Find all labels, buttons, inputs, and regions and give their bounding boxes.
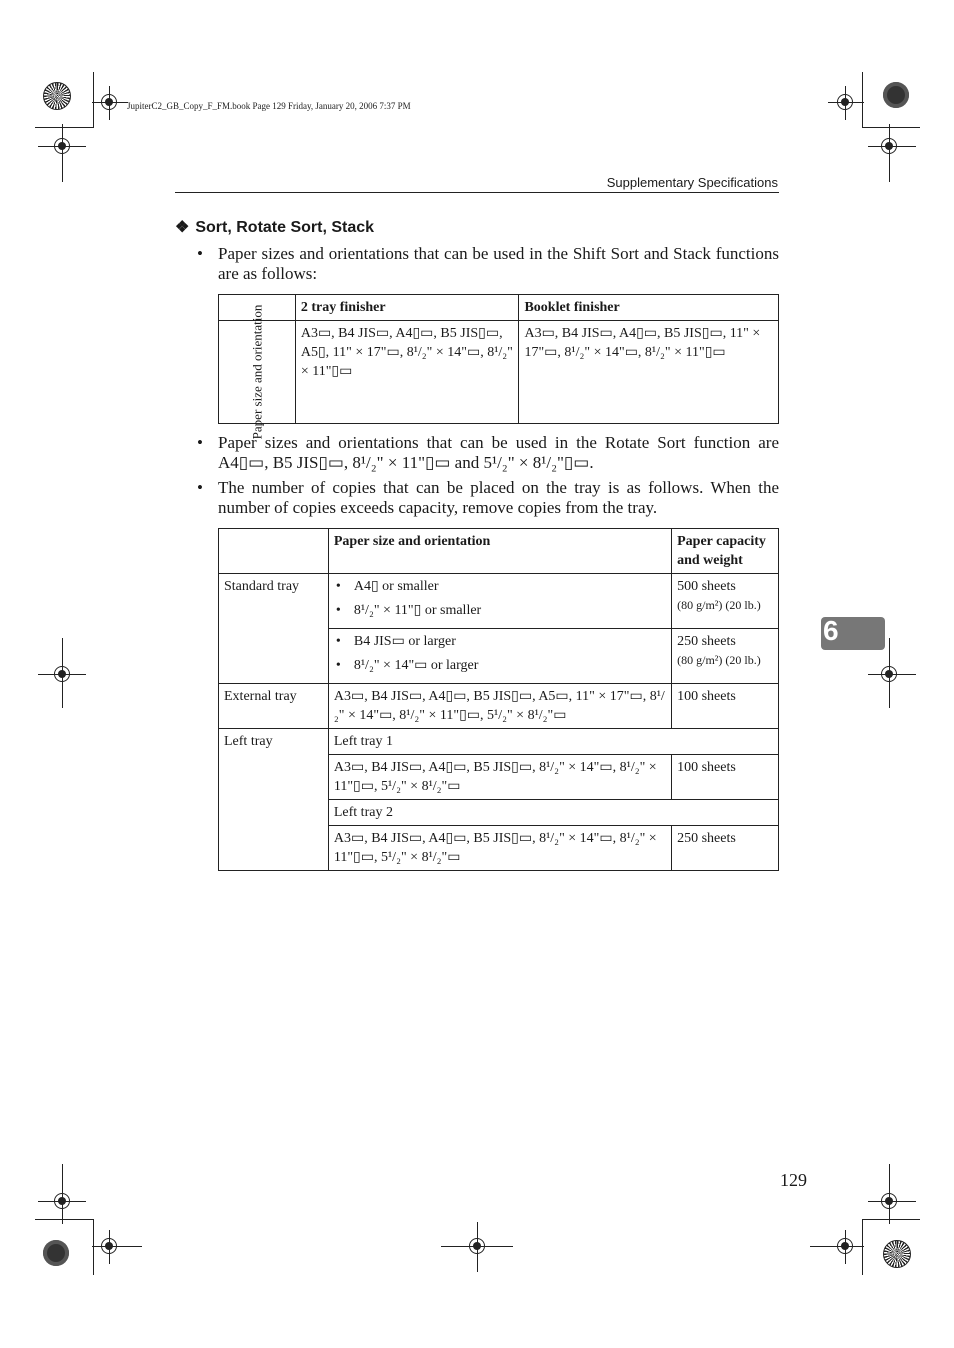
list-item: • B4 JIS▭ or larger xyxy=(334,632,666,651)
capacity-value: 250 sheets xyxy=(677,634,736,649)
registration-target-icon xyxy=(54,138,70,154)
registration-target-icon xyxy=(101,94,117,110)
vertical-row-label: Paper size and orientation xyxy=(249,304,265,440)
bullet-text: The number of copies that can be placed on the tray is as follows. When the number of copies exceeds capacity, remove copies from the tray. xyxy=(218,478,779,517)
capacity-cell xyxy=(672,574,779,629)
table-cell: A3▭, B4 JIS▭, A4▯▭, B5 JIS▯▭, A5▯, 11" × 17"▭, 8¹/₂" × 14"▭, 8¹/₂" × 11"▯▭ xyxy=(295,321,519,424)
section-title-text: Sort, Rotate Sort, Stack xyxy=(195,219,375,236)
registration-wheel-icon xyxy=(883,1240,911,1268)
registration-target-icon xyxy=(469,1238,485,1254)
table-cell: A3▭, B4 JIS▭, A4▯▭, B5 JIS▯▭, A5▭, 11" × 17"▭, 8¹/₂" × 14"▭, 8¹/₂" × 11"▯▭, 5¹/₂" × 8¹/₂"▭ xyxy=(328,684,671,729)
page-number: 129 xyxy=(780,1170,807,1190)
registration-wheel-icon xyxy=(43,82,71,110)
list-item: • 8¹/₂" × 14"▭ or larger xyxy=(334,656,666,675)
registration-wheel-icon xyxy=(43,1240,69,1266)
table-row xyxy=(219,321,779,424)
paper-weight: (80 g/m²) (20 lb.) xyxy=(677,653,761,667)
diamond-bullet-icon: ❖ xyxy=(175,219,190,236)
bullet-icon: • xyxy=(197,244,203,263)
registration-target-icon xyxy=(881,1193,897,1209)
table-header-cell: Paper size and orientation xyxy=(328,529,671,574)
table-row xyxy=(219,684,779,729)
registration-target-icon xyxy=(881,138,897,154)
capacity-value: 100 sheets xyxy=(672,755,779,800)
bullet-icon: • xyxy=(197,478,203,497)
chapter-number: 6 xyxy=(823,615,839,646)
table-cell: A3▭, B4 JIS▭, A4▯▭, B5 JIS▯▭, 8¹/₂" × 14"▭, 8¹/₂" × 11"▯▭, 5¹/₂" × 8¹/₂"▭ xyxy=(328,755,671,800)
tray-label: Left tray xyxy=(219,729,329,871)
registration-target-icon xyxy=(54,666,70,682)
paper-weight: (80 g/m²) (20 lb.) xyxy=(677,598,761,612)
tray-label: External tray xyxy=(219,684,329,729)
bullet-text: Paper sizes and orientations that can be used in the Rotate Sort function are A4▯▭, B5 JIS▯▭, 8¹/₂" × 11"▯▭ and 5¹/₂" × 8¹/₂"▯▭. xyxy=(218,433,779,472)
tray-label: Standard tray xyxy=(219,574,329,684)
capacity-value: 250 sheets xyxy=(672,826,779,871)
tray-capacity-table xyxy=(218,528,779,871)
sub-tray-label: Left tray 2 xyxy=(328,800,778,826)
sub-tray-label: Left tray 1 xyxy=(328,729,778,755)
table-cell xyxy=(328,574,671,629)
table-header-cell: Booklet finisher xyxy=(519,295,779,321)
table-header-cell: Paper capacity and weight xyxy=(672,529,779,574)
table-cell: A3▭, B4 JIS▭, A4▯▭, B5 JIS▯▭, 11" × 17"▭, 8¹/₂" × 14"▭, 8¹/₂" × 11"▯▭ xyxy=(519,321,779,424)
registration-target-icon xyxy=(54,1193,70,1209)
table-cell xyxy=(328,629,671,684)
table-cell: A3▭, B4 JIS▭, A4▯▭, B5 JIS▯▭, 8¹/₂" × 14"▭, 8¹/₂" × 11"▯▭, 5¹/₂" × 8¹/₂"▭ xyxy=(328,826,671,871)
row-label-cell xyxy=(219,304,296,440)
registration-target-icon xyxy=(837,1238,853,1254)
table-header-row xyxy=(219,295,779,321)
bullet-text: Paper sizes and orientations that can be used in the Shift Sort and Stack functions are as follows: xyxy=(218,244,779,283)
capacity-cell xyxy=(672,629,779,684)
capacity-value: 500 sheets xyxy=(677,579,736,594)
capacity-value: 100 sheets xyxy=(672,684,779,729)
registration-target-icon xyxy=(837,94,853,110)
shift-sort-size-table xyxy=(218,294,779,440)
table-row xyxy=(219,729,779,755)
table-row xyxy=(219,574,779,629)
running-header: Supplementary Specifications xyxy=(606,175,778,190)
registration-target-icon xyxy=(101,1238,117,1254)
header-rule xyxy=(175,192,779,193)
registration-wheel-icon xyxy=(883,82,909,108)
table-header-row xyxy=(219,529,779,574)
list-item: • 8¹/₂" × 11"▯ or smaller xyxy=(334,601,666,620)
list-item: • A4▯ or smaller xyxy=(334,577,666,596)
section-title xyxy=(175,217,374,237)
table-header-cell: 2 tray finisher xyxy=(295,295,519,321)
book-info: JupiterC2_GB_Copy_F_FM.book Page 129 Friday, January 20, 2006 7:37 PM xyxy=(127,101,411,111)
bullet-icon: • xyxy=(197,433,203,452)
table-header-cell xyxy=(219,529,329,574)
registration-target-icon xyxy=(881,666,897,682)
